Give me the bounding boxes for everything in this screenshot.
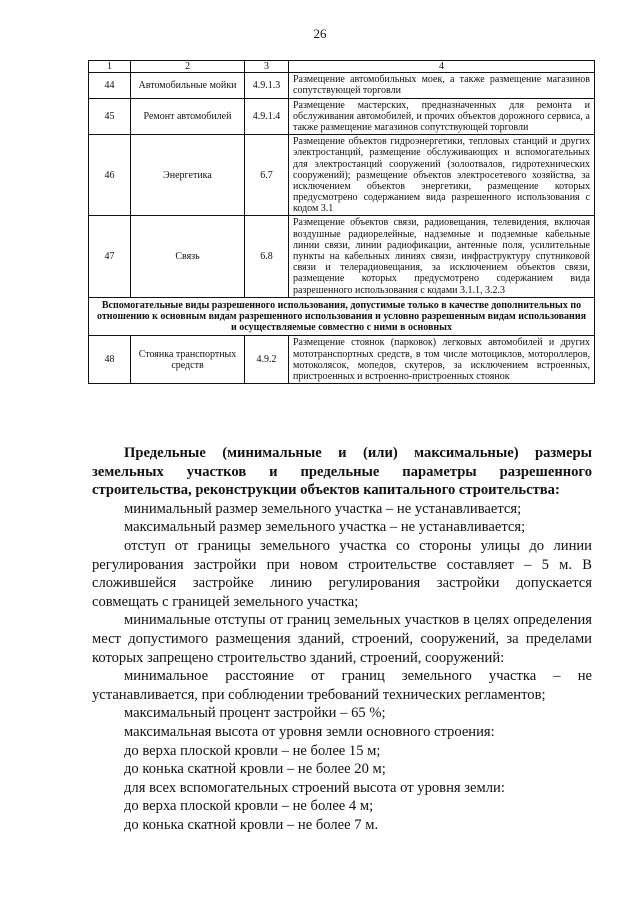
paragraph: отступ от границы земельного участка со стороны улицы до линии регулирования застройки при новом строительстве составляет – 5 м. В сложившейся застройке линию регулирования застройки допускается совмещать с границей земельного участка; (92, 537, 592, 610)
page-number: 26 (313, 26, 327, 41)
use-name: Ремонт автомобилей (131, 98, 245, 135)
paragraph: максимальный размер земельного участка – не устанавливается; (124, 519, 526, 536)
use-code: 6.7 (245, 135, 289, 216)
paragraph: до верха плоской кровли – не более 15 м; (124, 742, 381, 759)
use-description: Размещение объектов связи, радиовещания, телевидения, включая воздушные радиорелейные, надземные и подземные кабельные линии связи, линии радиофикации, антенные поля, усилительные пункты на кабельных линиях связи, инфраструктуру спутниковой связи и телерадиовещания, за исключением объектов связи, размещение которых предусмотрено содержанием вида разрешенного использования с кодами 3.1.1, 3.2.3 (289, 216, 595, 297)
land-use-table (88, 60, 595, 384)
paragraph: до конька скатной кровли – не более 20 м; (124, 761, 386, 778)
use-name: Энергетика (131, 135, 245, 216)
table-header-row (89, 61, 595, 73)
body-text (92, 444, 592, 834)
column-header: 2 (131, 61, 245, 73)
use-name: Стоянка транспортных средств (131, 336, 245, 384)
paragraph: до конька скатной кровли – не более 7 м. (124, 816, 379, 833)
table-row (89, 216, 595, 297)
row-number: 47 (89, 216, 131, 297)
use-description: Размещение автомобильных моек, а также размещение магазинов сопутствующей торговли (289, 73, 595, 98)
use-code: 4.9.1.4 (245, 98, 289, 135)
section-header-row (89, 297, 595, 336)
column-header: 3 (245, 61, 289, 73)
section-heading: Предельные (минимальные и (или) максимальные) размеры земельных участков и предельные параметры разрешенного строительства, реконструкции объектов капитального строительства: (92, 445, 592, 499)
table-row (89, 135, 595, 216)
column-header: 4 (289, 61, 595, 73)
table-row (89, 336, 595, 384)
row-number: 45 (89, 98, 131, 135)
row-number: 44 (89, 73, 131, 98)
use-code: 4.9.1.3 (245, 73, 289, 98)
section-title: Вспомогательные виды разрешенного использования, допустимые только в качестве дополнительных по отношению к основным видам разрешенного использования и условно разрешенным видам использования и осуществляемые совместно с ними в основных (89, 297, 595, 336)
use-code: 4.9.2 (245, 336, 289, 384)
use-description: Размещение стоянок (парковок) легковых автомобилей и других мототранспортных средств, в том числе мотоциклов, мотороллеров, мотоколясок, мопедов, скутеров, за исключением встроенных, пристроенных и встроенно-пристроенных стоянок (289, 336, 595, 384)
paragraph: минимальный размер земельного участка – не устанавливается; (124, 500, 522, 517)
paragraph: максимальный процент застройки – 65 %; (124, 705, 386, 722)
paragraph: максимальная высота от уровня земли основного строения: (124, 723, 495, 740)
use-code: 6.8 (245, 216, 289, 297)
table-row (89, 73, 595, 98)
paragraph: минимальное расстояние от границ земельного участка – не устанавливается, при соблюдении требований технических регламентов; (92, 668, 592, 703)
paragraph: минимальные отступы от границ земельных участков в целях определения мест допустимого размещения зданий, строений, сооружений, за пределами которых запрещено строительство зданий, строений, сооружений: (92, 612, 592, 666)
use-description: Размещение объектов гидроэнергетики, тепловых станций и других электростанций, размещение обслуживающих и вспомогательных для электростанций сооружений (золоотвалов, гидротехнических сооружений); размещение объектов электросетевого хозяйства, за исключением объектов энергетики, размещение которых предусмотрено содержанием вида разрешенного использования с кодом 3.1 (289, 135, 595, 216)
column-header: 1 (89, 61, 131, 73)
use-name: Автомобильные мойки (131, 73, 245, 98)
use-description: Размещение мастерских, предназначенных для ремонта и обслуживания автомобилей, и прочих объектов дорожного сервиса, а также размещение магазинов сопутствующей торговли (289, 98, 595, 135)
paragraph: для всех вспомогательных строений высота от уровня земли: (124, 779, 505, 796)
row-number: 48 (89, 336, 131, 384)
row-number: 46 (89, 135, 131, 216)
use-name: Связь (131, 216, 245, 297)
paragraph: до верха плоской кровли – не более 4 м; (124, 798, 374, 815)
table-row (89, 98, 595, 135)
